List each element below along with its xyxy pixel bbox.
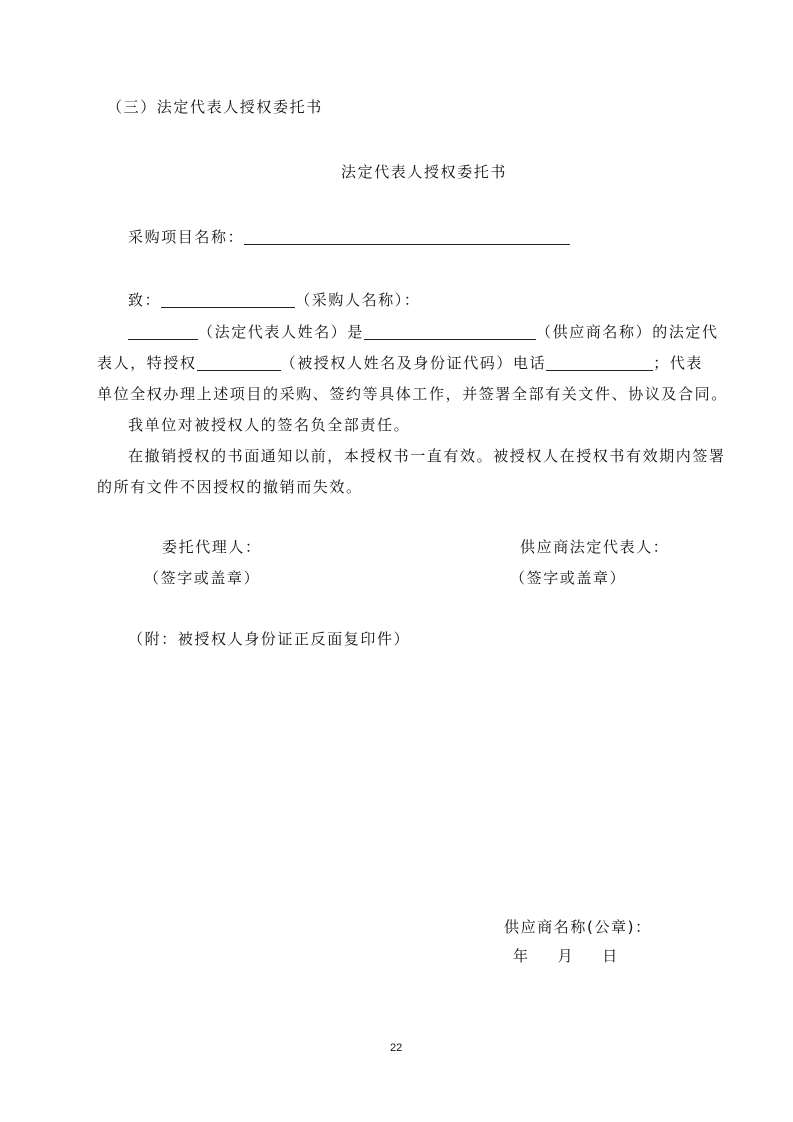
- authorized-person-blank[interactable]: [197, 354, 281, 371]
- legal-rep-signature-label: 供应商法定代表人：: [520, 538, 670, 556]
- date-month: 月: [557, 947, 575, 965]
- paragraph-3-line-1: 在撤销授权的书面通知以前，本授权书一直有效。被授权人在授权书有效期内签署: [128, 447, 726, 465]
- paragraph-2: 我单位对被授权人的签名负全部责任。: [128, 416, 411, 434]
- agent-signature-label: 委托代理人：: [162, 538, 262, 556]
- recipient-suffix: （采购人名称）：: [295, 291, 421, 309]
- project-name-line: [128, 227, 570, 247]
- paragraph-1-text-c: 表人，特授权: [97, 354, 197, 372]
- agent-signature-note: （签字或盖章）: [144, 569, 261, 587]
- paragraph-1-line-1: [128, 322, 719, 342]
- project-name-blank[interactable]: [244, 228, 570, 245]
- recipient-line: [128, 290, 421, 310]
- paragraph-1-text-e: ；代表: [653, 354, 704, 372]
- legal-rep-name-blank[interactable]: [128, 323, 198, 340]
- document-title: 法定代表人授权委托书: [341, 163, 508, 181]
- paragraph-1-text-a: （法定代表人姓名）是: [198, 323, 365, 341]
- date-year: 年: [513, 947, 530, 965]
- page-number: 22: [390, 1042, 403, 1054]
- paragraph-3-line-2: 的所有文件不因授权的撤销而失效。: [97, 478, 363, 496]
- paragraph-1-text-b: （供应商名称）的法定代: [536, 323, 719, 341]
- date-day: 日: [602, 947, 619, 965]
- section-heading: （三）法定代表人授权委托书: [107, 98, 323, 116]
- supplier-name-blank[interactable]: [364, 323, 536, 340]
- paragraph-1-line-2: [97, 353, 703, 373]
- project-name-label: 采购项目名称：: [128, 228, 245, 246]
- paragraph-1-text-d: （被授权人姓名及身份证代码）电话: [280, 354, 547, 372]
- purchaser-name-blank[interactable]: [161, 291, 295, 308]
- date-line: [513, 946, 619, 966]
- paragraph-1-line-3: 单位全权办理上述项目的采购、签约等具体工作，并签署全部有关文件、协议及合同。: [97, 385, 728, 403]
- supplier-seal-label: 供应商名称(公章)：: [504, 918, 652, 936]
- attachment-note: （附：被授权人身份证正反面复印件）: [128, 630, 411, 648]
- recipient-label: 致：: [128, 291, 162, 309]
- legal-rep-signature-note: （签字或盖章）: [510, 569, 627, 587]
- phone-blank[interactable]: [546, 354, 653, 371]
